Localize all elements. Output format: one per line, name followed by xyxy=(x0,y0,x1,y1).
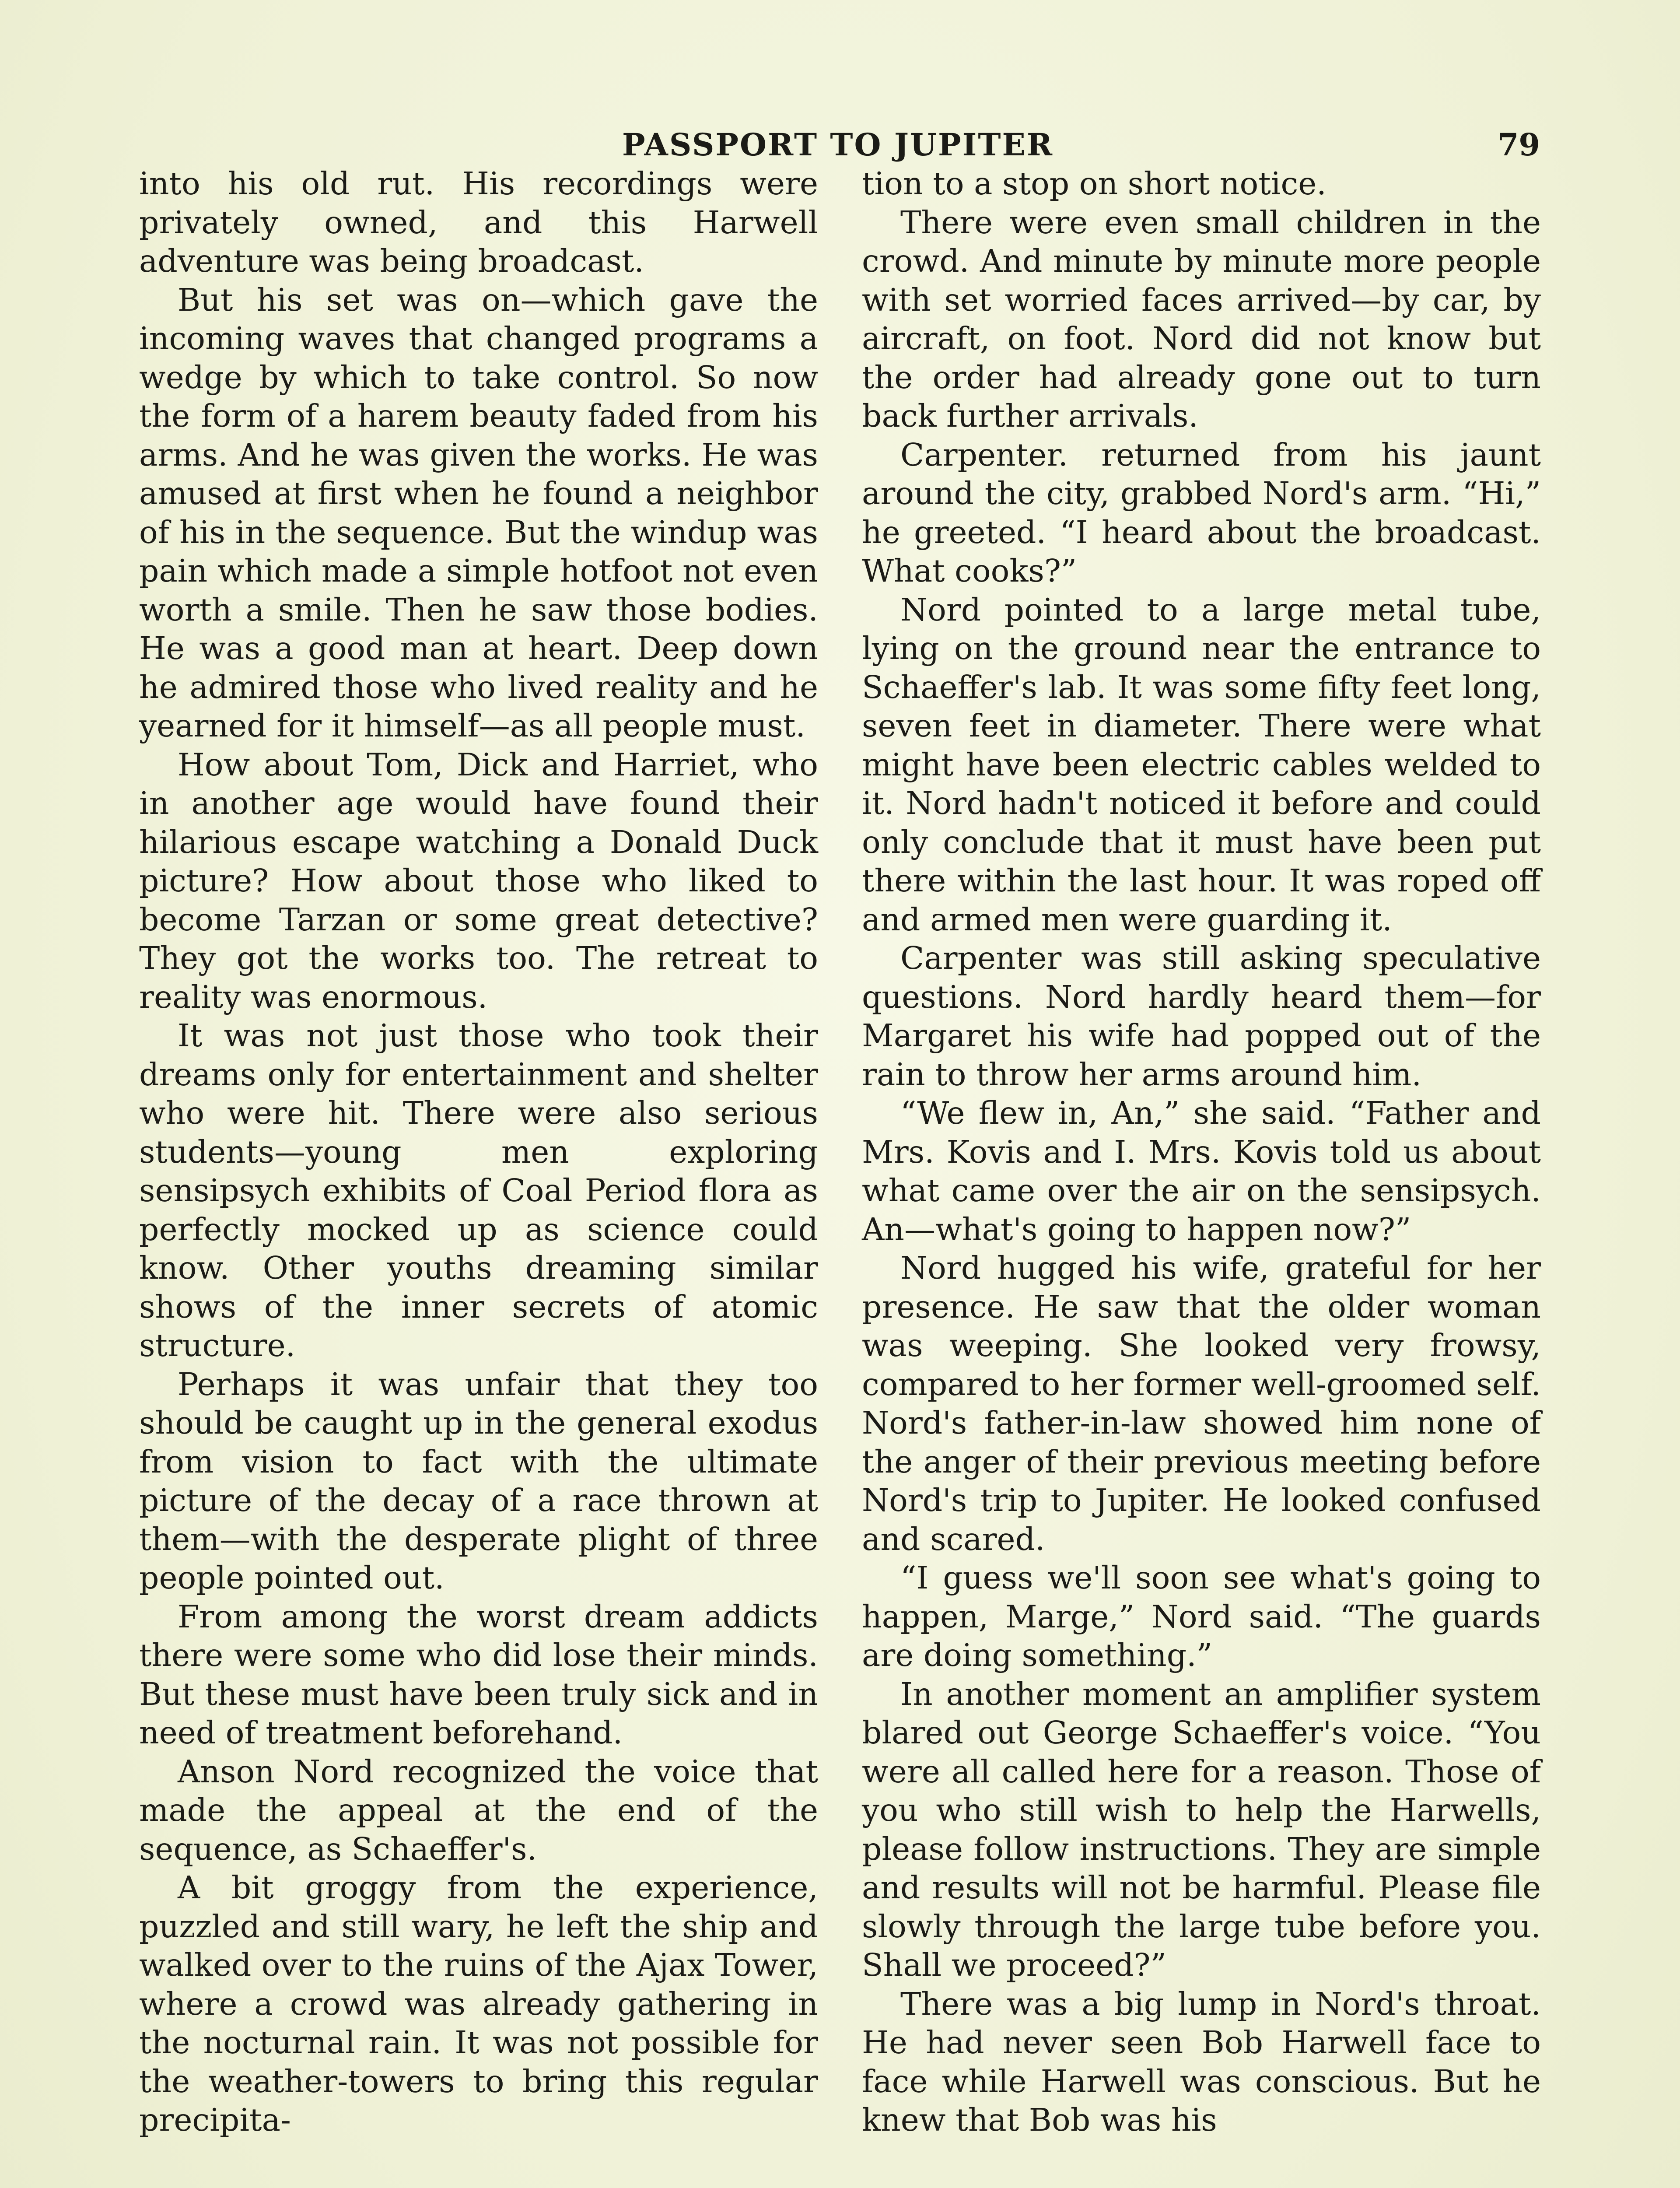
paragraph: There were even small children in the crowd. And minute by minute more people with set worried faces arrived—by car, by aircraft, on foot. Nord did not know but the order had already gone out to turn back further arrivals. xyxy=(862,204,1541,434)
paragraph: “We flew in, An,” she said. “Father and Mrs. Kovis and I. Mrs. Kovis told us about what came over the air on the sensipsych. An—what's going to happen now?” xyxy=(862,1095,1541,1248)
running-title: PASSPORT TO JUPITER xyxy=(622,126,1054,163)
paragraph: Carpenter was still asking speculative questions. Nord hardly heard them—for Margaret his wife had popped out of the rain to throw her arms around him. xyxy=(862,940,1541,1093)
paragraph: into his old rut. His recordings were privately owned, and this Harwell adventure was being broadcast. xyxy=(139,165,818,279)
left-column xyxy=(139,165,818,2140)
page-number: 79 xyxy=(1497,126,1540,163)
paragraph: From among the worst dream addicts there were some who did lose their minds. But these must have been truly sick and in need of treatment beforehand. xyxy=(139,1598,818,1751)
paragraph: But his set was on—which gave the incoming waves that changed programs a wedge by which to take control. So now the form of a harem beauty faded from his arms. And he was given the works. He was amused at first when he found a neighbor of his in the sequence. But the windup was pain which made a simple hotfoot not even worth a smile. Then he saw those bodies. He was a good man at heart. Deep down he admired those who lived reality and he yearned for it himself—as all people must. xyxy=(139,281,818,744)
paragraph: There was a big lump in Nord's throat. He had never seen Bob Harwell face to face while Harwell was conscious. But he knew that Bob was his xyxy=(862,1985,1541,2138)
page-header xyxy=(136,125,1540,165)
text-columns xyxy=(139,165,1544,2188)
right-column xyxy=(862,165,1541,2140)
paragraph: Perhaps it was unfair that they too should be caught up in the general exodus from vision to fact with the ultimate picture of the decay of a race thrown at them—with the desperate plight of three people pointed out. xyxy=(139,1366,818,1596)
paragraph: In another moment an amplifier system blared out George Schaeffer's voice. “You were all called here for a reason. Those of you who still wish to help the Harwells, please follow instructions. They are simple and results will not be harmful. Please file slowly through the large tube before you. Shall we proceed?” xyxy=(862,1676,1541,1983)
paragraph: Carpenter. returned from his jaunt around the city, grabbed Nord's arm. “Hi,” he greeted. “I heard about the broadcast. What cooks?” xyxy=(862,436,1541,589)
paragraph: “I guess we'll soon see what's going to happen, Marge,” Nord said. “The guards are doing something.” xyxy=(862,1560,1541,1673)
paragraph: It was not just those who took their dreams only for entertainment and shelter who were hit. There were also serious students—young men exploring sensipsych exhibits of Coal Period flora as perfectly mocked up as science could know. Other youths dreaming similar shows of the inner secrets of atomic structure. xyxy=(139,1017,818,1364)
paragraph: Nord pointed to a large metal tube, lying on the ground near the entrance to Schaeffer's lab. It was some fifty feet long, seven feet in diameter. There were what might have been electric cables welded to it. Nord hadn't noticed it before and could only conclude that it must have been put there within the last hour. It was roped off and armed men were guarding it. xyxy=(862,591,1541,938)
paragraph: A bit groggy from the experience, puzzled and still wary, he left the ship and walked over to the ruins of the Ajax Tower, where a crowd was already gathering in the nocturnal rain. It was not possible for the weather-towers to bring this regular precipita- xyxy=(139,1869,818,2138)
paragraph: Nord hugged his wife, grateful for her presence. He saw that the older woman was weeping. She looked very frowsy, compared to her former well-groomed self. Nord's father-in-law showed him none of the anger of their previous meeting before Nord's trip to Jupiter. He looked confused and scared. xyxy=(862,1250,1541,1557)
paragraph: How about Tom, Dick and Harriet, who in another age would have found their hilarious escape watching a Donald Duck picture? How about those who liked to become Tarzan or some great detective? They got the works too. The retreat to reality was enormous. xyxy=(139,746,818,1015)
paragraph: Anson Nord recognized the voice that made the appeal at the end of the sequence, as Schaeffer's. xyxy=(139,1753,818,1867)
paragraph: tion to a stop on short notice. xyxy=(862,165,1326,202)
